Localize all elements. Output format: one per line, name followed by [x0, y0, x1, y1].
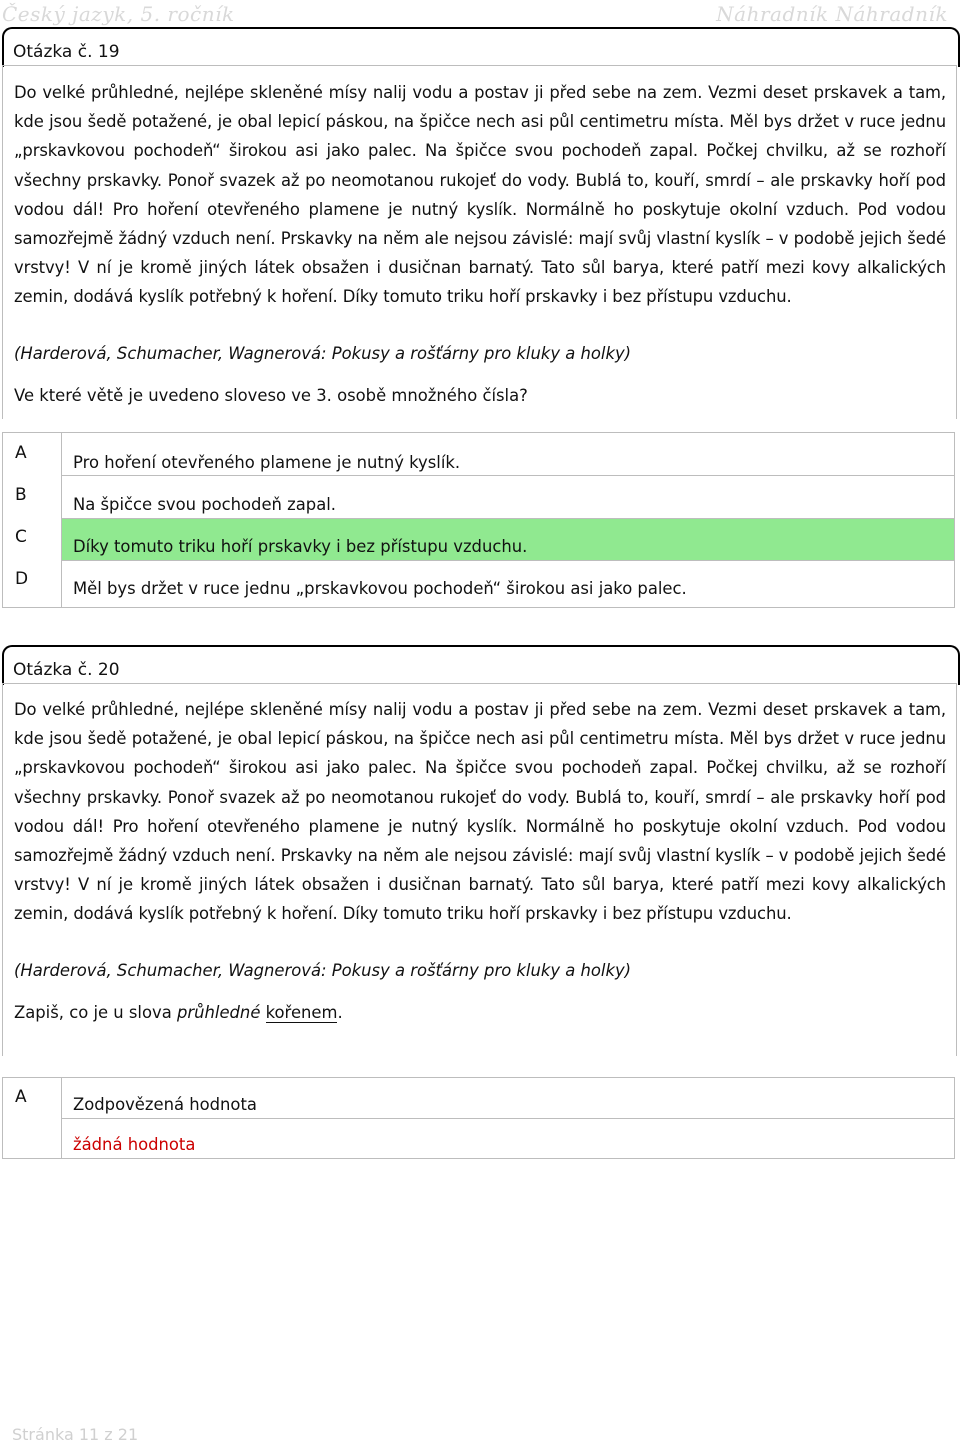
q20-citation: (Harderová, Schumacher, Wagnerová: Pokusy a rošťárny pro kluky a holky) [14, 961, 632, 980]
q20-title-bar [2, 645, 960, 685]
q20-question-middle [260, 1003, 265, 1022]
option-letter-a: A [15, 443, 27, 463]
q19-citation: (Harderová, Schumacher, Wagnerová: Pokusy a rošťárny pro kluky a holky) [14, 344, 632, 363]
option-letter-d: D [15, 569, 29, 589]
q20-answer-label: Zodpovězená hodnota [73, 1095, 257, 1114]
q20-passage: Do velké průhledné, nejlépe skleněné mísy nalij vodu a postav ji před sebe na zem. Vezmi deset prskavek a tam, kde jsou šedě potažené, je obal lepicí páskou, na špičce nech asi půl centimetru místa. Měl bys držet v ruce jednu „prskavkovou pochodeň“ širokou asi jako palec. Na špičce svou pochodeň zapal. Počkej chvilku, až se rozhoří všechny prskavky. Ponoř svazek až po neomotanou rukojeť do vody. Bublá to, kouří, smrdí – ale prskavky hoří pod vodou dál! Pro hoření otevřeného plamene je nutný kyslík. Normálně ho poskytuje okolní vzduch. Pod vodou samozřejmě žádný vzduch není. Prskavky na něm ale nejsou závislé: mají svůj vlastní kyslík – v podobě jejich šedé vrstvy! V ní je kromě jiných látek obsažen i dusičnan barnatý. Tato sůl barya, které patří mezi kovy alkalických zemin, dodává kyslík potřebný k hoření. Díky tomuto triku hoří prskavky i bez přístupu vzduchu. [14, 700, 946, 924]
q20-question-word: průhledné [176, 1003, 261, 1022]
q19-title-bar [2, 27, 960, 67]
q19-title: Otázka č. 19 [13, 42, 120, 62]
q19-question: Ve které větě je uvedeno sloveso ve 3. osobě množného čísla? [14, 386, 528, 405]
option-letter-c: C [15, 527, 27, 547]
q20-question [14, 1003, 343, 1022]
q20-letter-column [3, 1078, 62, 1158]
q20-answer-letter: A [15, 1087, 27, 1107]
row-divider [61, 1118, 954, 1119]
q20-answer-box [2, 1077, 955, 1159]
option-d[interactable]: Měl bys držet v ruce jednu „prskavkovou pochodeň“ širokou asi jako palec. [73, 579, 687, 598]
option-b[interactable]: Na špičce svou pochodeň zapal. [73, 495, 337, 514]
q20-answer-value: žádná hodnota [73, 1135, 196, 1154]
q20-question-prefix: Zapiš, co je u slova [14, 1003, 177, 1022]
q19-answers [2, 432, 955, 608]
row-divider [61, 518, 954, 519]
header-subject: Český jazyk, 5. ročník [2, 2, 235, 26]
row-divider [61, 560, 954, 561]
page-number: Stránka 11 z 21 [12, 1425, 139, 1444]
q19-passage: Do velké průhledné, nejlépe skleněné mísy nalij vodu a postav ji před sebe na zem. Vezmi deset prskavek a tam, kde jsou šedě potažené, je obal lepicí páskou, na špičce nech asi půl centimetru místa. Měl bys držet v ruce jednu „prskavkovou pochodeň“ širokou asi jako palec. Na špičce svou pochodeň zapal. Počkej chvilku, až se rozhoří všechny prskavky. Ponoř svazek až po neomotanou rukojeť do vody. Bublá to, kouří, smrdí – ale prskavky hoří pod vodou dál! Pro hoření otevřeného plamene je nutný kyslík. Normálně ho poskytuje okolní vzduch. Pod vodou samozřejmě žádný vzduch není. Prskavky na něm ale nejsou závislé: mají svůj vlastní kyslík – v podobě jejich šedé vrstvy! V ní je kromě jiných látek obsažen i dusičnan barnatý. Tato sůl barya, které patří mezi kovy alkalických zemin, dodává kyslík potřebný k hoření. Díky tomuto triku hoří prskavky i bez přístupu vzduchu. [14, 83, 946, 307]
q20-question-term: kořenem [265, 1003, 338, 1022]
option-c[interactable]: Díky tomuto triku hoří prskavky i bez přístupu vzduchu. [73, 537, 528, 556]
q20-title: Otázka č. 20 [13, 660, 120, 680]
header-student: Náhradník Náhradník [716, 2, 948, 26]
q20-question-suffix: . [337, 1003, 343, 1022]
option-letter-b: B [15, 485, 27, 505]
q19-letter-column [3, 433, 62, 607]
option-a[interactable]: Pro hoření otevřeného plamene je nutný kyslík. [73, 453, 461, 472]
row-divider [61, 475, 954, 476]
